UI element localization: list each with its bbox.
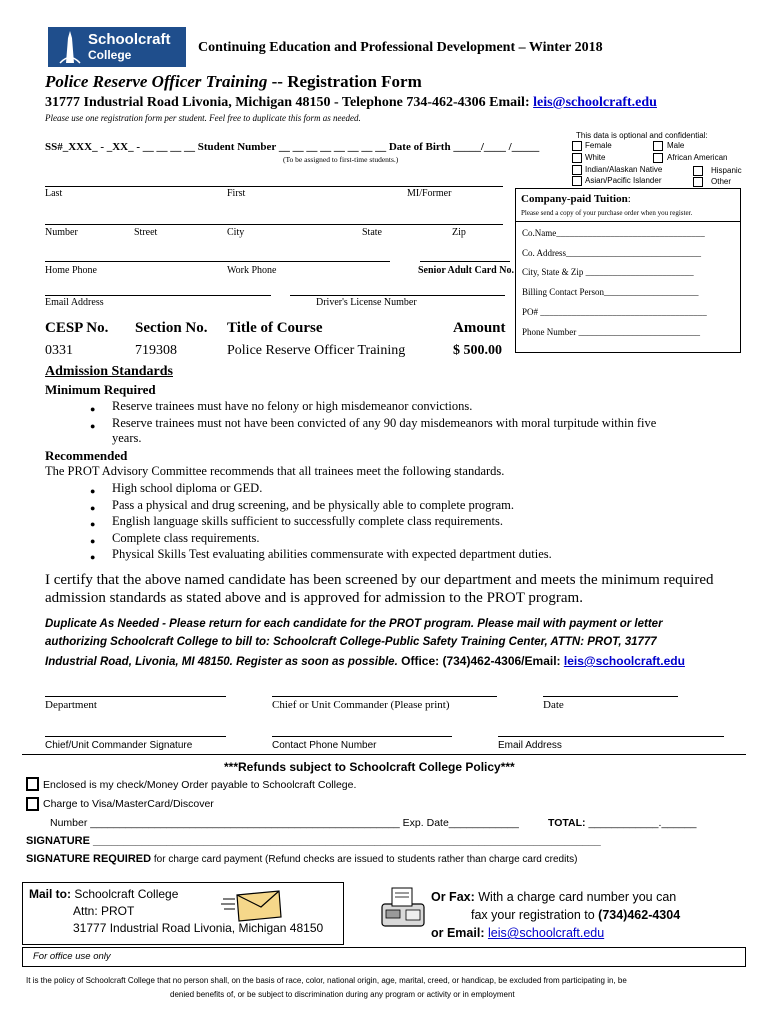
chief-print-line[interactable]	[272, 696, 497, 697]
charge-payment-label: Charge to Visa/MasterCard/Discover	[43, 798, 214, 810]
logo-line1: Schoolcraft	[88, 31, 171, 48]
logo-line2: College	[88, 48, 132, 62]
list-item: ● High school diploma or GED.	[90, 480, 552, 497]
african-american-checkbox[interactable]	[653, 153, 663, 163]
envelope-icon	[221, 889, 283, 925]
other-checkbox[interactable]	[693, 177, 703, 187]
chief-print-label: Chief or Unit Commander (Please print)	[272, 699, 450, 711]
recommended-intro: The PROT Advisory Committee recommends that all trainees meet the following standards.	[45, 464, 505, 478]
po-field[interactable]: PO# _____________________________________	[522, 307, 707, 317]
list-item: ● Physical Skills Test evaluating abilities commensurate with expected department duties.	[90, 546, 552, 563]
email-line[interactable]	[45, 295, 271, 296]
admission-heading: Admission Standards	[45, 364, 173, 379]
hispanic-checkbox[interactable]	[693, 166, 703, 176]
total-label: TOTAL:	[548, 817, 586, 829]
mail-to-line2: Attn: PROT	[73, 904, 135, 918]
asian-label: Asian/Pacific Islander	[585, 176, 662, 185]
section-header: Section No.	[135, 320, 208, 336]
course-title-value: Police Reserve Officer Training	[227, 343, 406, 358]
instruction-text: Please use one registration form per student. Feel free to duplicate this form as needed.	[45, 113, 361, 123]
fax-line3: or Email: leis@schoolcraft.edu	[431, 926, 605, 940]
company-address-field[interactable]: Co. Address______________________________	[522, 248, 702, 258]
contact-phone-line[interactable]	[272, 736, 452, 737]
chief-email-line[interactable]	[498, 736, 724, 737]
company-note: Please send a copy of your purchase order when you register.	[521, 209, 693, 217]
mi-label: MI/Former	[407, 188, 452, 199]
duplicate-line2: authorizing Schoolcraft College to bill to: Schoolcraft College-Public Safety Training Center, ATTN: PROT, 31777	[45, 636, 657, 648]
female-checkbox[interactable]	[572, 141, 582, 151]
cesp-header: CESP No.	[45, 320, 109, 336]
duplicate-line3: Industrial Road, Livonia, MI 48150. Register as soon as possible. Office: (734)462-4306/Email: leis@schoolcraft.edu	[45, 654, 685, 668]
minimum-heading: Minimum Required	[45, 382, 156, 397]
female-label: Female	[585, 141, 612, 150]
address-text: 31777 Industrial Road Livonia, Michigan 48150 - Telephone 734-462-4306 Email:	[45, 95, 530, 110]
company-city-field[interactable]: City, State & Zip ________________________	[522, 267, 694, 277]
chief-email-label: Email Address	[498, 740, 562, 751]
list-item: ● Complete class requirements.	[90, 530, 552, 547]
office-use-label: For office use only	[33, 951, 111, 962]
chief-signature-line[interactable]	[45, 736, 226, 737]
mail-to-box	[22, 882, 344, 945]
state-label: State	[362, 227, 382, 238]
optional-note: This data is optional and confidential:	[576, 131, 708, 140]
amount-value: $ 500.00	[453, 343, 502, 358]
street-label: Street	[134, 227, 158, 238]
fax-line1: Or Fax: With a charge card number you can	[431, 890, 677, 904]
native-checkbox[interactable]	[572, 165, 582, 175]
certify-line1: I certify that the above named candidate has been screened by our department and meets the minimum required	[45, 572, 714, 588]
number-label: Number	[45, 227, 78, 238]
department-line[interactable]	[45, 696, 226, 697]
list-item: ● English language skills sufficient to successfully complete class requirements.	[90, 513, 552, 530]
check-payment-label: Enclosed is my check/Money Order payable to Schoolcraft College.	[43, 779, 357, 791]
student-number-note: (To be assigned to first-time students.)	[283, 155, 399, 164]
last-label: Last	[45, 188, 63, 199]
company-divider	[516, 221, 740, 222]
hispanic-label: Hispanic	[711, 166, 742, 175]
total-blank: ____________.______	[585, 817, 697, 829]
mail-to-line3: 31777 Industrial Road Livonia, Michigan 48150	[73, 921, 324, 935]
billing-contact-field[interactable]: Billing Contact Person_____________________	[522, 287, 699, 297]
company-phone-field[interactable]: Phone Number ___________________________	[522, 327, 700, 337]
list-item: ● Reserve trainees must not have been convicted of any 90 day misdemeanors with moral turpitude within five	[90, 415, 656, 432]
office-email-link[interactable]: leis@schoolcraft.edu	[563, 654, 685, 668]
name-line[interactable]	[45, 186, 503, 187]
company-title: Company-paid Tuition:	[521, 193, 631, 205]
policy-line1: It is the policy of Schoolcraft College that no person shall, on the basis of race, color, national origin, age, marital, creed, or handicap, be excluded from participating in, be	[26, 976, 627, 985]
policy-line2: denied benefits of, or be subject to discrimination during any program or activity or in employment	[170, 990, 515, 999]
page-header: Continuing Education and Professional Development – Winter 2018	[198, 40, 603, 55]
refunds-policy: ***Refunds subject to Schoolcraft College Policy***	[224, 760, 515, 774]
header-email-link[interactable]: leis@schoolcraft.edu	[533, 95, 657, 110]
department-label: Department	[45, 699, 97, 711]
office-use-box	[22, 947, 746, 967]
certify-line2: admission standards as stated above and is approved for admission to the PROT program.	[45, 590, 583, 606]
license-label: Driver's License Number	[316, 297, 417, 308]
company-tuition-box	[515, 188, 741, 353]
white-checkbox[interactable]	[572, 153, 582, 163]
address-line	[45, 95, 657, 111]
charge-payment-checkbox[interactable]	[26, 797, 39, 811]
city-label: City	[227, 227, 245, 238]
refunds-divider	[22, 754, 746, 755]
african-american-label: African American	[667, 153, 728, 162]
work-phone-label: Work Phone	[227, 265, 277, 276]
zip-label: Zip	[452, 227, 466, 238]
signature-field[interactable]: SIGNATURE ___________________________________________________________________________________	[26, 835, 601, 847]
total-field[interactable]	[548, 817, 696, 829]
recommended-list	[90, 480, 552, 563]
mail-to-line1: Mail to: Schoolcraft College	[29, 887, 179, 901]
ssn-dob-line[interactable]: SS#_XXX_ - _XX_ - __ __ __ __ Student Number __ __ __ __ __ __ __ __ Date of Birth _____/____ /_____	[45, 141, 540, 153]
list-item: ● Reserve trainees must have no felony or high misdemeanor convictions.	[90, 398, 656, 415]
date-label: Date	[543, 699, 564, 711]
cesp-value: 0331	[45, 343, 73, 358]
form-title	[45, 72, 422, 92]
course-title-header: Title of Course	[227, 320, 323, 336]
license-line[interactable]	[290, 295, 505, 296]
tower-icon	[58, 30, 82, 64]
check-payment-checkbox[interactable]	[26, 777, 39, 791]
white-label: White	[585, 153, 606, 162]
card-number-field[interactable]: Number _____________________________________________________ Exp. Date____________	[50, 817, 519, 829]
asian-checkbox[interactable]	[572, 176, 582, 186]
senior-card-label: Senior Adult Card No.	[418, 265, 514, 276]
date-line[interactable]	[543, 696, 678, 697]
duplicate-line1: Duplicate As Needed - Please return for each candidate for the PROT program. Please mail with payment or letter	[45, 618, 663, 630]
male-checkbox[interactable]	[653, 141, 663, 151]
signature-required: SIGNATURE REQUIRED for charge card payment (Refund checks are issued to students rather than charge card credits)	[26, 853, 578, 865]
first-label: First	[227, 188, 246, 199]
college-logo	[48, 27, 186, 67]
contact-phone-label: Contact Phone Number	[272, 740, 377, 751]
recommended-heading: Recommended	[45, 448, 128, 463]
other-label: Other	[711, 177, 732, 186]
list-item-continuation: years.	[112, 431, 142, 445]
section-value: 719308	[135, 343, 177, 358]
chief-signature-label: Chief/Unit Commander Signature	[45, 740, 193, 751]
male-label: Male	[667, 141, 685, 150]
fax-email-link[interactable]: leis@schoolcraft.edu	[487, 926, 605, 940]
list-item: ● Pass a physical and drug screening, and be physically able to complete program.	[90, 497, 552, 514]
form-title-program: Police Reserve Officer Training	[45, 72, 268, 91]
form-title-rest: -- Registration Form	[267, 72, 422, 91]
email-label: Email Address	[45, 297, 104, 308]
company-name-field[interactable]: Co.Name_________________________________	[522, 228, 705, 238]
home-phone-label: Home Phone	[45, 265, 97, 276]
minimum-list	[90, 398, 656, 431]
amount-header: Amount	[453, 320, 506, 336]
fax-machine-icon	[378, 884, 428, 932]
fax-line2: fax your registration to (734)462-4304	[471, 908, 681, 922]
address-field-line[interactable]	[45, 224, 503, 225]
home-phone-line[interactable]	[45, 261, 390, 262]
native-label: Indian/Alaskan Native	[585, 165, 663, 174]
senior-card-line[interactable]	[420, 261, 510, 262]
